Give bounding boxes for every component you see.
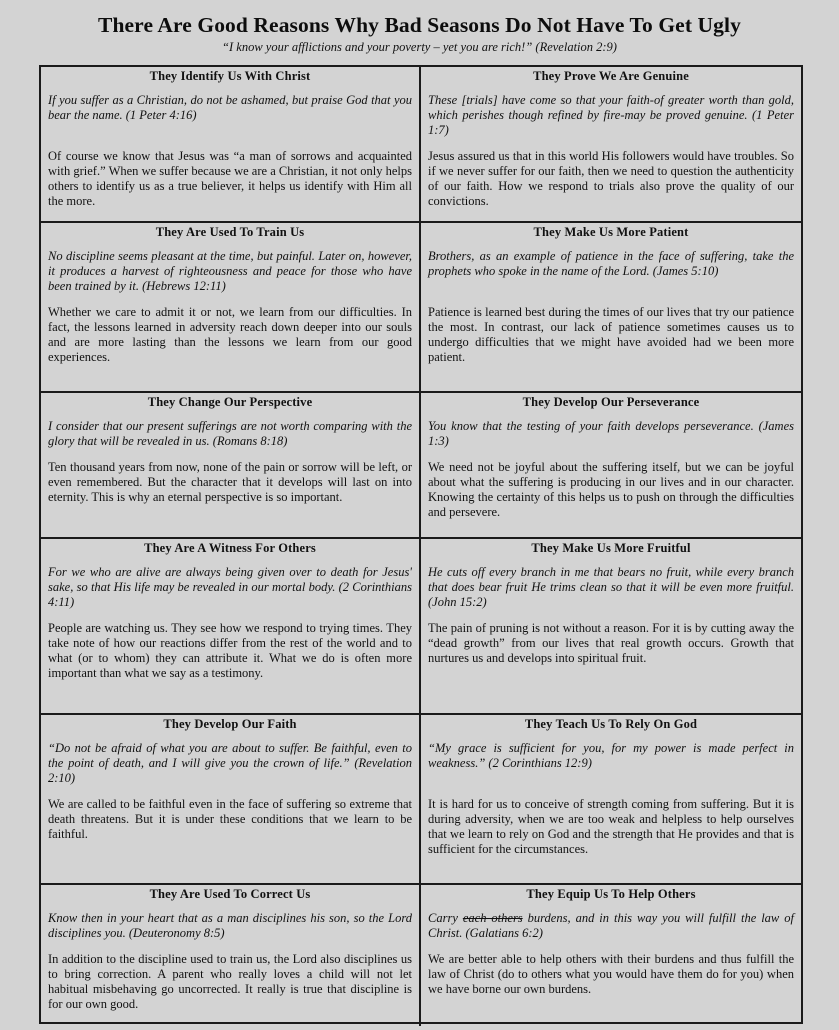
cell-more-patient [421, 223, 801, 393]
cell-body: We are better able to help others with their burdens and thus fulfill the law of Christ (do to others what you would have them do for you) when we have borne our own burdens. [428, 952, 794, 996]
cell-scripture: Brothers, as an example of patience in the face of suffering, take the prophets who spoke in the name of the Lord. (James 5:10) [428, 249, 794, 278]
page-title: There Are Good Reasons Why Bad Seasons Do Not Have To Get Ugly [98, 13, 741, 37]
cell-heading: They Prove We Are Genuine [533, 69, 689, 83]
cell-body: We are called to be faithful even in the face of suffering so extreme that death threatens. But it is under these conditions that we learn to be faithful. [48, 797, 412, 841]
cell-scripture: If you suffer as a Christian, do not be ashamed, but praise God that you bear the name. (1 Peter 4:16) [48, 93, 412, 122]
cell-scripture: “Do not be afraid of what you are about to suffer. Be faithful, even to the point of death, and I will give you the crown of life.” (Revelation 2:10) [48, 741, 412, 785]
cell-body: Jesus assured us that in this world His followers would have troubles. So if we never suffer for our faith, then we need to question the authenticity of our faith. How we respond to trials also prove the quality of our convictions. [428, 149, 794, 208]
cell-identify-with-christ [41, 67, 421, 223]
cell-heading: They Develop Our Perseverance [522, 395, 700, 409]
scripture-post: burdens, and in this way you will fulfill the law of Christ. (Galatians 6:2) [428, 911, 794, 940]
cell-body: In addition to the discipline used to train us, the Lord also disciplines us to bring correction. A parent who really loves a child will not let habitual misbehaving go uncorrected. It really is true that discipline is for our own good. [48, 952, 412, 1011]
cell-scripture: He cuts off every branch in me that bears no fruit, while every branch that does bear fruit He trims clean so that it will be even more fruitful. (John 15:2) [428, 565, 794, 609]
page-subtitle: “I know your afflictions and your poverty – yet you are rich!” (Revelation 2:9) [222, 40, 617, 54]
cell-heading: They Make Us More Fruitful [531, 541, 691, 555]
cell-heading: They Change Our Perspective [147, 395, 313, 409]
cell-rely-on-god [421, 715, 801, 885]
cell-change-perspective [41, 393, 421, 539]
cell-scripture: “My grace is sufficient for you, for my power is made perfect in weakness.” (2 Corinthians 12:9) [428, 741, 794, 770]
cell-scripture [428, 911, 794, 941]
cell-heading: They Develop Our Faith [163, 717, 297, 731]
cell-witness-for-others [41, 539, 421, 715]
cell-correct-us [41, 885, 421, 1026]
cell-heading: They Are Used To Train Us [155, 225, 305, 239]
cell-heading: They Are Used To Correct Us [149, 887, 311, 901]
cell-body: Ten thousand years from now, none of the pain or sorrow will be left, or even remembered. But the character that it develops will last on into eternity. This is why an eternal perspective is so important. [48, 460, 412, 504]
cell-heading: They Are A Witness For Others [144, 541, 316, 555]
cell-scripture: You know that the testing of your faith develops perseverance. (James 1:3) [428, 419, 794, 448]
cell-develop-perseverance [421, 393, 801, 539]
cell-body: Of course we know that Jesus was “a man of sorrows and acquainted with grief.” When we suffer because we are a Christian, it not only helps others to identify us as a true believer, it helps us identify with Him all the more. [48, 149, 412, 208]
reasons-table [39, 65, 803, 1024]
cell-scripture: No discipline seems pleasant at the time, but painful. Later on, however, it produces a harvest of righteousness and peace for those who have been trained by it. (Hebrews 12:11) [48, 249, 412, 293]
cell-train-us [41, 223, 421, 393]
cell-heading: They Teach Us To Rely On God [524, 717, 698, 731]
cell-scripture: These [trials] have come so that your faith-of greater worth than gold, which perishes though refined by fire-may be proved genuine. (1 Peter 1:7) [428, 93, 794, 137]
cell-heading: They Make Us More Patient [533, 225, 689, 239]
cell-help-others [421, 885, 801, 1026]
scripture-strikethrough: each others [462, 911, 523, 925]
cell-heading: They Equip Us To Help Others [526, 887, 696, 901]
scripture-pre: Carry [428, 911, 463, 925]
cell-develop-faith [41, 715, 421, 885]
cell-heading: They Identify Us With Christ [149, 69, 311, 83]
cell-prove-genuine [421, 67, 801, 223]
cell-scripture: Know then in your heart that as a man disciplines his son, so the Lord disciplines you. (Deuteronomy 8:5) [48, 911, 412, 940]
cell-body: Whether we care to admit it or not, we learn from our difficulties. In fact, the lessons learned in adversity reach down deeper into our souls and are more lasting than the lessons we learn from our good experiences. [48, 305, 412, 364]
cell-scripture: For we who are alive are always being given over to death for Jesus' sake, so that His life may be revealed in our mortal body. (2 Corinthians 4:11) [48, 565, 412, 609]
cell-body: The pain of pruning is not without a reason. For it is by cutting away the “dead growth” from our lives that real growth occurs. Growth that nurtures us and develops into spiritual fruit. [428, 621, 794, 665]
cell-body: People are watching us. They see how we respond to trying times. They take note of how our reactions differ from the rest of the world and to what (or to whom) they can attribute it. What we do is often more important than what we say as a testimony. [48, 621, 412, 680]
cell-body: We need not be joyful about the suffering itself, but we can be joyful about what the suffering is producing in our lives and in our character. Knowing the certainty of this helps us to push on through the difficulties and persevere. [428, 460, 794, 519]
cell-body: It is hard for us to conceive of strength coming from suffering. But it is during adversity, when we are too weak and helpless to help ourselves that we learn to rely on God and the strength that He provides and that is sufficient for the circumstances. [428, 797, 794, 856]
cell-body: Patience is learned best during the times of our lives that try our patience the most. In contrast, our lack of patience sometimes causes us to undergo difficulties that we might have avoided had we been more patient. [428, 305, 794, 364]
cell-scripture: I consider that our present sufferings are not worth comparing with the glory that will be revealed in us. (Romans 8:18) [48, 419, 412, 448]
cell-more-fruitful [421, 539, 801, 715]
